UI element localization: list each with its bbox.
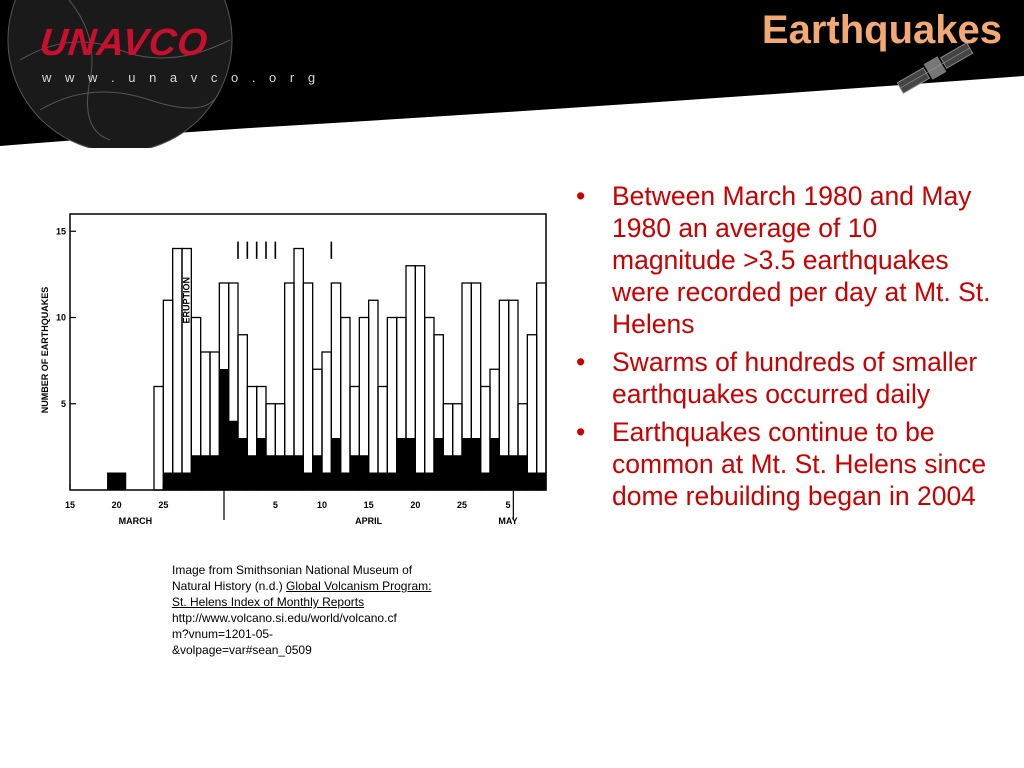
bar-outline: [369, 300, 378, 490]
bar-filled: [219, 369, 228, 490]
bar-outline: [294, 249, 303, 491]
bar-filled: [182, 473, 191, 490]
bar-outline: [387, 318, 396, 491]
bar-filled: [313, 456, 322, 491]
bar-filled: [191, 456, 200, 491]
bar-outline: [322, 352, 331, 490]
logo-url: w w w . u n a v c o . o r g: [42, 70, 321, 85]
bar-filled: [499, 456, 508, 491]
x-tick-label: 15: [64, 500, 76, 510]
bar-filled: [537, 473, 546, 490]
caption-url-1: http://www.volcano.si.edu/world/volcano.cf: [172, 611, 397, 625]
bar-filled: [238, 438, 247, 490]
bullet-list: [566, 180, 1006, 518]
bar-filled: [341, 473, 350, 490]
bar-outline: [341, 318, 350, 491]
bar-filled: [378, 473, 387, 490]
bar-filled: [434, 438, 443, 490]
bar-filled: [443, 456, 452, 491]
month-label: MARCH: [118, 516, 153, 526]
bar-outline: [537, 283, 546, 490]
bar-filled: [275, 456, 284, 491]
x-tick-label: 25: [158, 500, 169, 510]
bar-filled: [285, 456, 294, 491]
bar-filled: [322, 473, 331, 490]
x-tick-label: 10: [316, 500, 328, 510]
x-tick-label: 25: [456, 500, 468, 510]
bar-filled: [210, 456, 219, 491]
bar-filled: [518, 456, 527, 491]
bullet-text: Swarms of hundreds of smaller earthquakes occurred daily: [612, 347, 978, 409]
caption-url-3: &volpage=var#sean_0509: [172, 643, 312, 657]
page-title: Earthquakes: [761, 8, 1002, 52]
bar-filled: [490, 438, 499, 490]
x-tick-label: 20: [111, 500, 122, 510]
bar-filled: [387, 473, 396, 490]
bullet-dot-icon: •: [576, 181, 586, 211]
bar-filled: [257, 438, 266, 490]
caption-text: Image from Smithsonian National Museum of Natural History (n.d.): [172, 563, 413, 593]
bar-filled: [247, 456, 256, 491]
bar-outline: [173, 249, 182, 491]
bar-filled: [350, 456, 359, 491]
bar-filled: [462, 438, 471, 490]
image-caption: [172, 562, 447, 658]
chart-ylabel: NUMBER OF EARTHQUAKES: [40, 286, 50, 414]
bar-filled: [201, 456, 210, 491]
header-banner: [0, 0, 1024, 148]
bar-outline: [303, 283, 312, 490]
bullet-item: [566, 180, 1006, 340]
bar-outline: [425, 318, 434, 491]
bar-filled: [294, 456, 303, 491]
caption-link[interactable]: Global Volcanism Program: St. Helens Index of Monthly Reports: [172, 579, 432, 609]
y-tick-label: 5: [60, 398, 66, 409]
bullet-text: Between March 1980 and May 1980 an average of 10 magnitude >3.5 earthquakes were recorded per day at Mt. St. Helens: [612, 181, 991, 339]
bar-filled: [369, 473, 378, 490]
bullet-item: [566, 416, 1006, 512]
bar-filled: [331, 438, 340, 490]
x-tick-label: 20: [410, 500, 421, 510]
bar-filled: [303, 473, 312, 490]
bar-filled: [527, 473, 536, 490]
x-tick-label: 5: [505, 500, 511, 510]
month-label: APRIL: [355, 516, 383, 526]
eruption-annotation: ERUPTION: [181, 276, 192, 324]
bar-filled: [481, 473, 490, 490]
bar-outline: [527, 335, 536, 490]
bar-filled: [229, 421, 238, 490]
y-tick-label: 10: [55, 312, 66, 323]
bar-filled: [107, 473, 116, 490]
bar-filled: [471, 438, 480, 490]
bar-outline: [163, 300, 172, 490]
bar-filled: [509, 456, 518, 491]
bullet-dot-icon: •: [576, 417, 586, 447]
unavco-logo: UNAVCO: [37, 22, 211, 64]
month-label: MAY: [498, 516, 518, 526]
bullet-text: Earthquakes continue to be common at Mt. St. Helens since dome rebuilding began in 2004: [612, 417, 987, 511]
bar-filled: [415, 473, 424, 490]
bullet-item: [566, 346, 1006, 410]
bar-filled: [266, 456, 275, 491]
bar-filled: [117, 473, 126, 490]
y-tick-label: 15: [55, 226, 66, 237]
bar-filled: [453, 456, 462, 491]
caption-url-2: m?vnum=1201-05-: [172, 627, 274, 641]
x-tick-label: 5: [272, 500, 278, 510]
earthquake-histogram: [38, 208, 550, 530]
bar-filled: [397, 438, 406, 490]
bar-filled: [425, 473, 434, 490]
bar-filled: [163, 473, 172, 490]
bar-filled: [359, 456, 368, 491]
bar-filled: [173, 473, 182, 490]
bar-outline: [415, 266, 424, 490]
x-tick-label: 15: [363, 500, 374, 510]
bar-outline: [154, 387, 163, 491]
bar-filled: [406, 438, 415, 490]
bullet-dot-icon: •: [576, 347, 586, 377]
